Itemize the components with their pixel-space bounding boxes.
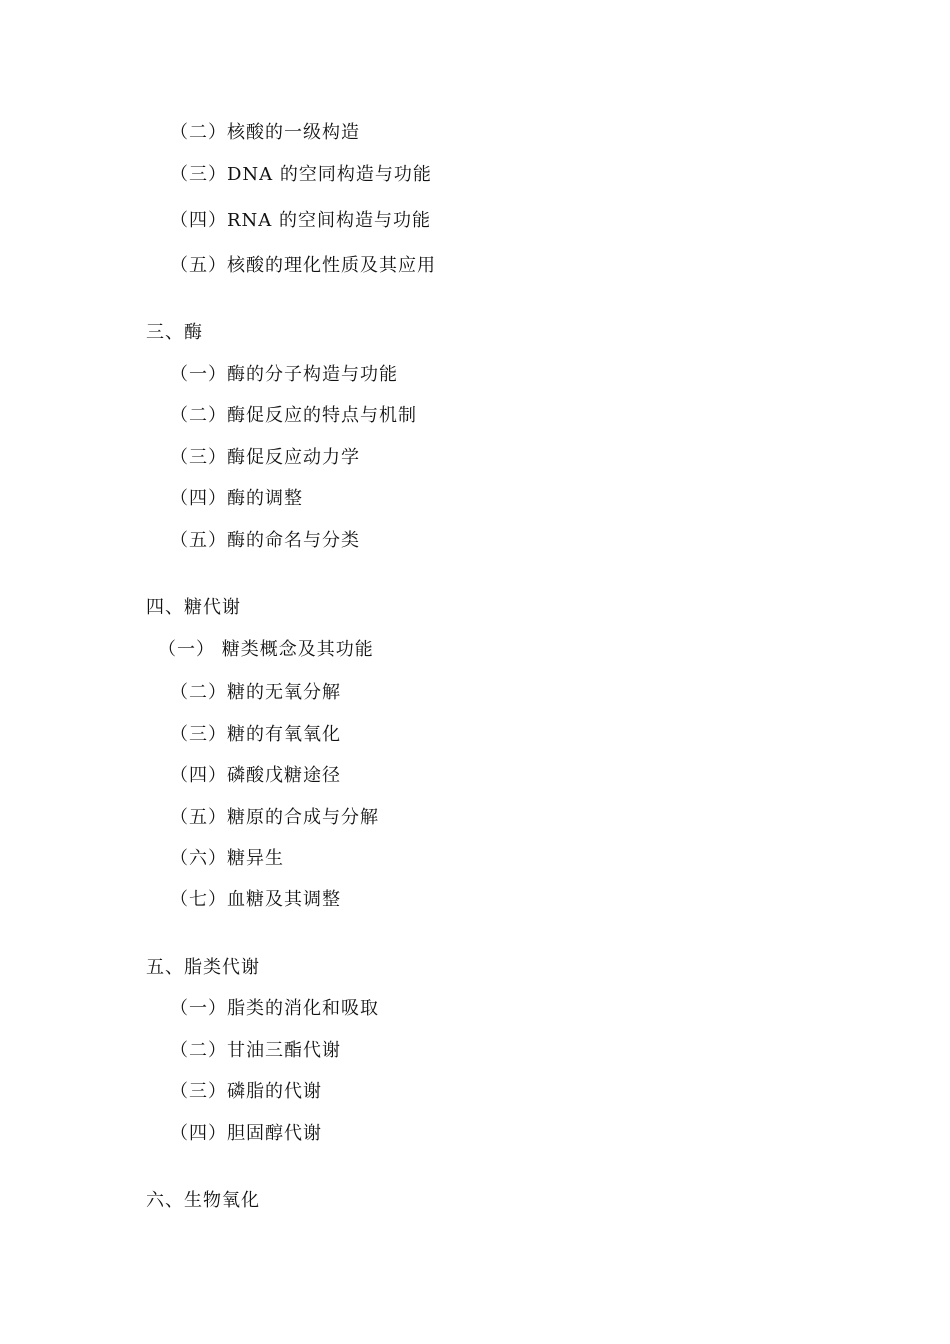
- outline-item: （三）DNA 的空同构造与功能: [170, 164, 432, 185]
- outline-item: （五）酶的命名与分类: [170, 530, 360, 551]
- outline-item: （二）糖的无氧分解: [170, 682, 341, 703]
- section-heading: 六、生物氧化: [146, 1190, 260, 1211]
- outline-item: （五）核酸的理化性质及其应用: [170, 255, 436, 276]
- outline-item: （三）磷脂的代谢: [170, 1081, 322, 1102]
- outline-item: （三）酶促反应动力学: [170, 447, 360, 468]
- outline-item: （四）酶的调整: [170, 488, 303, 509]
- outline-item: （一）脂类的消化和吸取: [170, 998, 379, 1019]
- outline-item: （五）糖原的合成与分解: [170, 807, 379, 828]
- outline-item: （二）酶促反应的特点与机制: [170, 405, 417, 426]
- outline-item: （一） 糖类概念及其功能: [158, 639, 374, 660]
- outline-item: （四）胆固醇代谢: [170, 1123, 322, 1144]
- section-heading: 五、脂类代谢: [146, 957, 260, 978]
- outline-item: （四）磷酸戊糖途径: [170, 765, 341, 786]
- outline-item: （四）RNA 的空间构造与功能: [170, 210, 432, 231]
- section-heading: 四、糖代谢: [146, 597, 241, 618]
- section-heading: 三、酶: [146, 322, 203, 343]
- outline-item: （六）糖异生: [170, 848, 284, 869]
- outline-item: （二）甘油三酯代谢: [170, 1040, 341, 1061]
- outline-item: （七）血糖及其调整: [170, 889, 341, 910]
- outline-item: （一）酶的分子构造与功能: [170, 364, 398, 385]
- outline-item: （二）核酸的一级构造: [170, 122, 360, 143]
- outline-item: （三）糖的有氧氧化: [170, 724, 341, 745]
